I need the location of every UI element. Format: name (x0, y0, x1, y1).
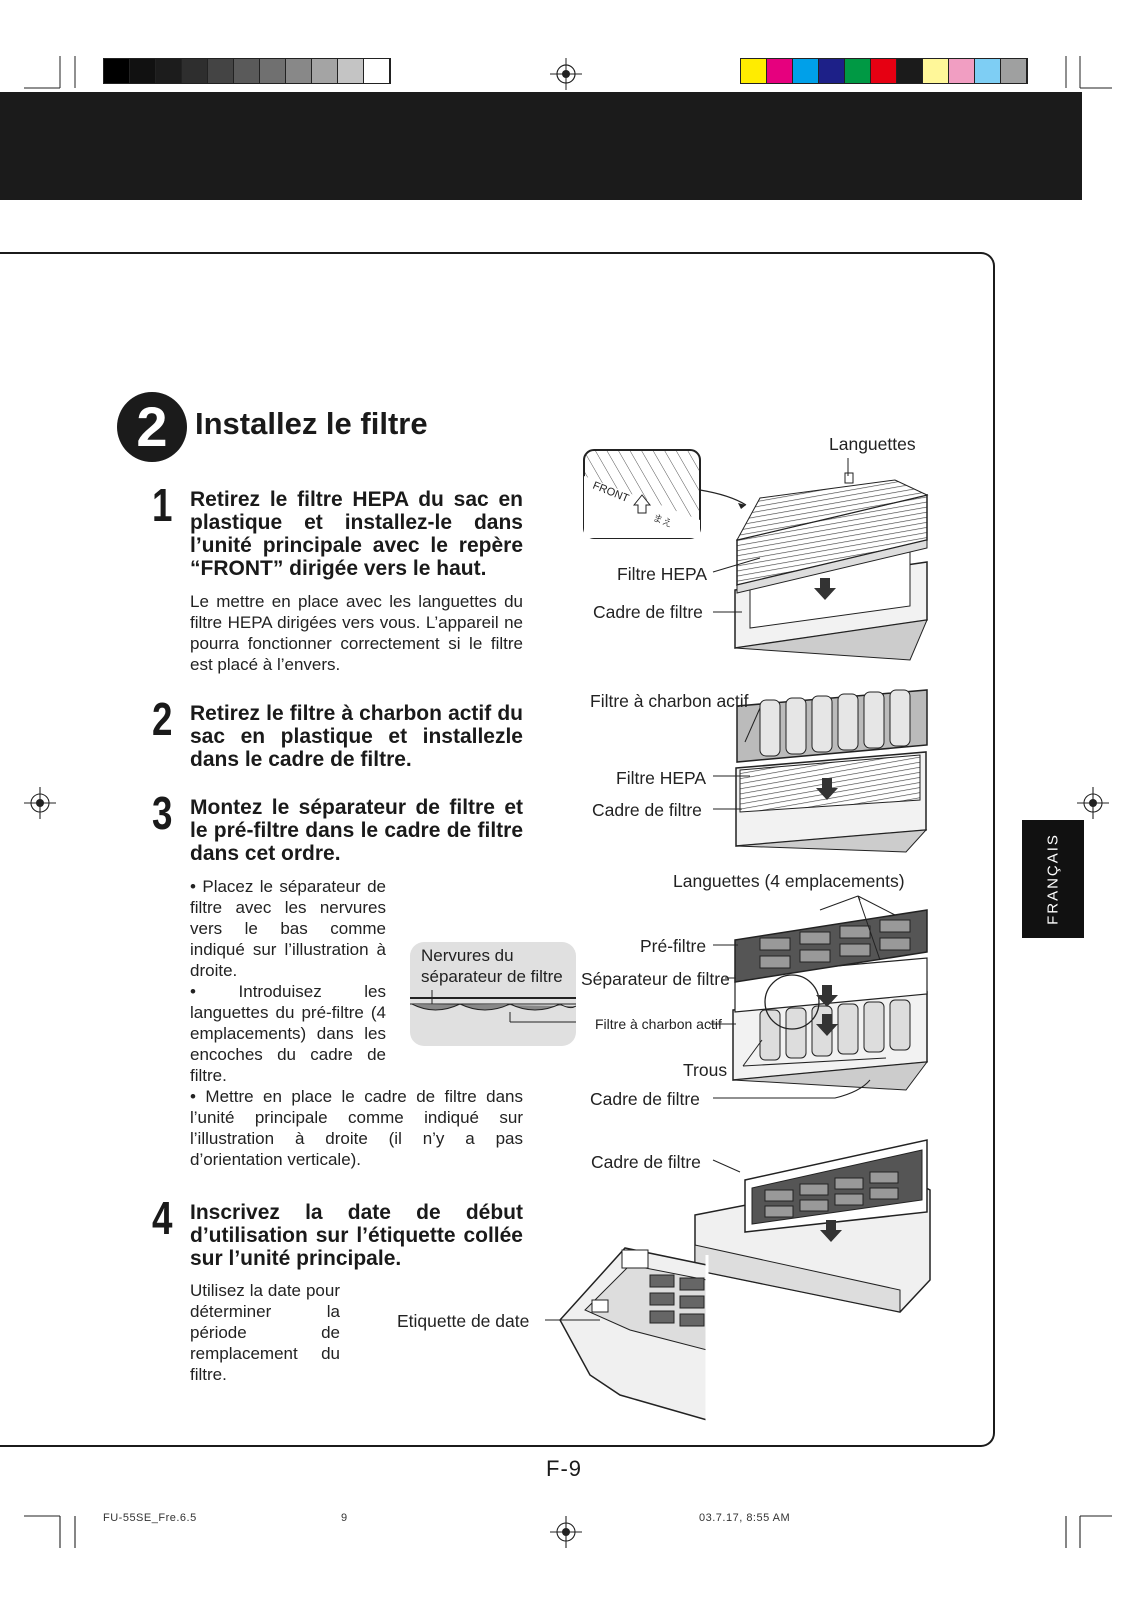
step-3-bullet-1: • Placez le séparateur de filtre avec les nervures vers le bas comme indiqué sur l’illustration à droite. (190, 877, 386, 980)
unit-install-diagram (695, 1140, 930, 1312)
page-number: F-9 (546, 1456, 582, 1481)
step-3-number: 3 (152, 787, 173, 839)
section-title: Installez le filtre (195, 406, 428, 441)
footer-date: 03.7.17, 8:55 AM (699, 1512, 791, 1524)
step-2-number: 2 (152, 693, 173, 745)
label-etiquette: Etiquette de date (397, 1311, 530, 1331)
prefilter-stack-diagram (733, 910, 927, 1090)
label-filtre-hepa-1: Filtre HEPA (617, 564, 708, 584)
label-trous: Trous (683, 1060, 728, 1080)
step-1-heading: Retirez le filtre HEPA du sac en plastique et installez-le dans l’unité principale avec le repère “FRONT” dirigée vers le haut. (190, 488, 523, 580)
inset-label-1: Nervures du (421, 946, 514, 965)
label-cadre-2: Cadre de filtre (592, 800, 702, 820)
label-languettes-4: Languettes (4 emplacements) (673, 871, 905, 891)
date-label-diagram (560, 1248, 707, 1425)
language-tab-label: FRANÇAIS (1044, 833, 1062, 925)
step-4-number: 4 (152, 1192, 173, 1244)
front-mark-text: FRONT (590, 479, 631, 505)
step-4-body: Utilisez la date pour déterminer la période de remplacement du filtre. (190, 1281, 340, 1384)
step-3-bullet-3: • Mettre en place le cadre de filtre dans l’unité principale comme indiqué sur l’illustration à droite (il n’y a pas d’orientation verticale). (190, 1087, 523, 1169)
hepa-frame-diagram-1 (735, 473, 927, 660)
step-1-number: 1 (152, 479, 173, 531)
label-charbon-1: Filtre à charbon actif (590, 691, 749, 711)
step-3-bullet-2: • Introduisez les languettes du pré-filtre (4 emplacements) dans les encoches du cadre de filtre. (190, 982, 386, 1085)
inset-label-2: séparateur de filtre (421, 967, 563, 986)
label-cadre-3: Cadre de filtre (590, 1089, 700, 1109)
step-2-heading: Retirez le filtre à charbon actif du sac en plastique et installezle dans le cadre de filtre. (190, 702, 523, 771)
footer-page: 9 (341, 1512, 348, 1524)
footer-file: FU-55SE_Fre.6.5 (103, 1512, 197, 1524)
front-mark-detail (584, 450, 700, 538)
label-charbon-2: Filtre à charbon actif (595, 1016, 722, 1032)
label-separateur: Séparateur de filtre (581, 969, 730, 989)
label-pre-filtre: Pré-filtre (640, 936, 707, 956)
carbon-hepa-diagram (736, 690, 927, 852)
step-4-heading: Inscrivez la date de début d’utilisation sur l’étiquette collée sur l’unité principale. (190, 1201, 523, 1270)
step-1-body: Le mettre en place avec les languettes du filtre HEPA dirigées vers vous. L’appareil ne pourra fonctionner correctement si le filtre est placé à l’envers. (190, 592, 523, 674)
step-3-heading: Montez le séparateur de filtre et le pré-filtre dans le cadre de filtre dans cet ordre. (190, 796, 523, 865)
section-number-badge: 2 (117, 392, 187, 462)
front-mark-jp: まえ (650, 512, 674, 531)
label-languettes: Languettes (829, 434, 916, 454)
label-filtre-hepa-2: Filtre HEPA (616, 768, 707, 788)
label-cadre-4: Cadre de filtre (591, 1152, 701, 1172)
label-cadre-1: Cadre de filtre (593, 602, 703, 622)
